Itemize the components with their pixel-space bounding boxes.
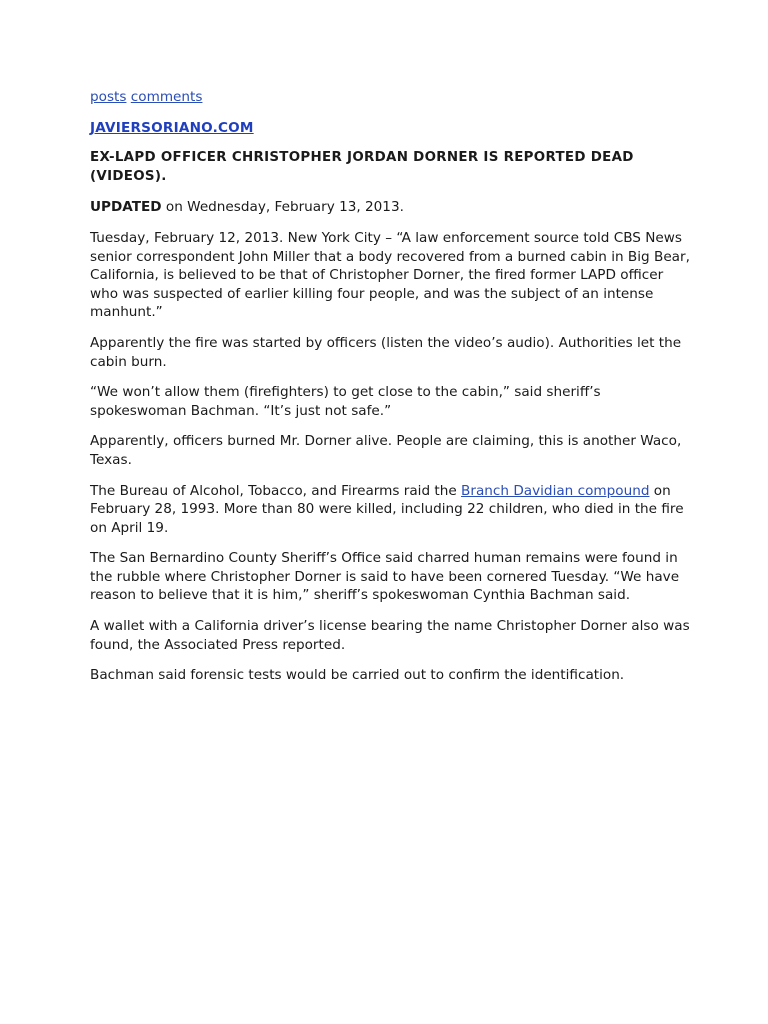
- paragraph-3: “We won’t allow them (firefighters) to get close to the cabin,” said sheriff’s spokeswoman Bachman. “It’s just not safe.”: [90, 384, 601, 419]
- paragraph-6: The San Bernardino County Sheriff’s Office said charred human remains were found in the rubble where Christopher Dorner is said to have been cornered Tuesday. “We have reason to believe that it is him,” sheriff’s spokeswoman Cynthia Bachman said.: [90, 550, 680, 604]
- paragraph-4: Apparently, officers burned Mr. Dorner alive. People are claiming, this is another Waco, Texas.: [90, 433, 682, 468]
- paragraph-5-text-after: on February 28, 1993. More than 80 were killed, including 22 children, who died in the fire on April 19.: [90, 482, 684, 536]
- article-title: EX-LAPD OFFICER CHRISTOPHER JORDAN DORNER IS REPORTED DEAD (VIDEOS).: [90, 150, 634, 184]
- top-links: [90, 88, 690, 107]
- paragraph-7: A wallet with a California driver’s license bearing the name Christopher Dorner also was found, the Associated Press reported.: [90, 618, 690, 653]
- paragraph-2: Apparently the fire was started by officers (listen the video’s audio). Authorities let the cabin burn.: [90, 334, 682, 370]
- site-link[interactable]: JAVIERSORIANO.COM: [90, 119, 254, 136]
- comments-link[interactable]: comments: [130, 89, 203, 105]
- updated-label: UPDATED: [90, 199, 162, 216]
- updated-line: [90, 198, 690, 217]
- paragraph-5: [90, 482, 690, 538]
- paragraph-5-text-before: The Bureau of Alcohol, Tobacco, and Firearms raid the: [90, 482, 462, 499]
- paragraph-8: Bachman said forensic tests would be carried out to confirm the identification.: [90, 667, 625, 684]
- site-name: [90, 119, 690, 138]
- paragraph-1: Tuesday, February 12, 2013. New York City – “A law enforcement source told CBS News senior correspondent John Miller that a body recovered from a burned cabin in Big Bear, California, is believed to be that of Christopher Dorner, the fired former LAPD officer who was suspected of earlier killing four people, and was the subject of an intense manhunt.”: [90, 229, 690, 321]
- branch-davidian-link[interactable]: Branch Davidian compound: [461, 482, 650, 499]
- updated-date: on Wednesday, February 13, 2013.: [161, 199, 404, 216]
- posts-link[interactable]: posts: [90, 89, 127, 105]
- document-page: [90, 88, 690, 697]
